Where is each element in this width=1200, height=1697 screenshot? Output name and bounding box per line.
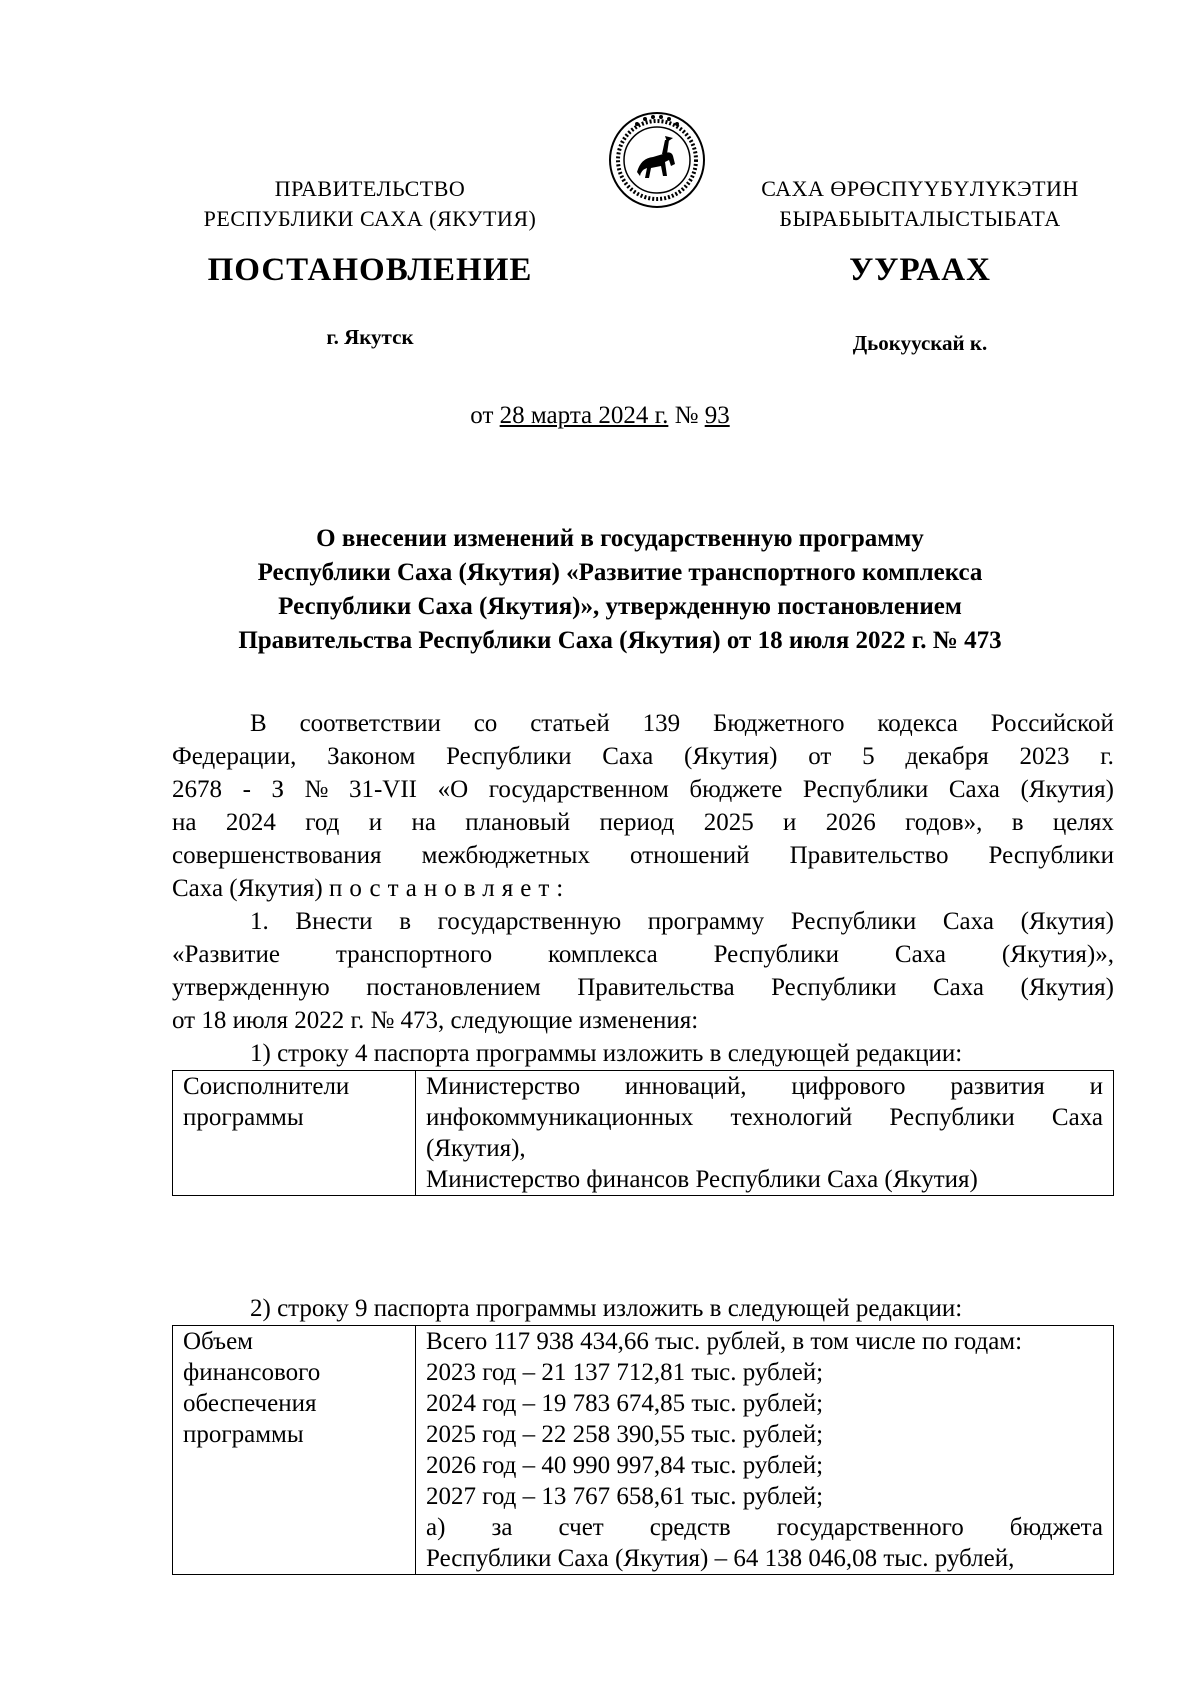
- document-number: 93: [704, 402, 730, 429]
- word: государственном: [488, 776, 669, 803]
- paragraph-line: [172, 707, 1114, 740]
- cell-line-text: 2026 год – 40 990 997,84 тыс. рублей;: [426, 1452, 824, 1479]
- word: декабря: [905, 743, 989, 770]
- word: Республики: [988, 842, 1114, 869]
- word: Саха: [948, 776, 1000, 803]
- word: плановый: [465, 809, 571, 836]
- paragraph-line: [172, 1004, 1114, 1037]
- word: (Якутия): [1020, 974, 1114, 1001]
- word: 31-VII: [348, 776, 417, 803]
- table-row: [173, 1326, 1114, 1575]
- cell-line-text: 2027 год – 13 767 658,61 тыс. рублей;: [426, 1483, 824, 1510]
- word: Республики: [889, 1104, 1015, 1131]
- government-name-sakha: [740, 174, 1100, 234]
- word: (Якутия): [1020, 776, 1114, 803]
- word: отношений: [630, 842, 750, 869]
- cell-line: [426, 1326, 1103, 1357]
- cell-line: программы: [183, 1421, 304, 1448]
- word: Республики: [790, 908, 917, 935]
- date-prefix: от: [470, 402, 494, 429]
- cell-line: программы: [183, 1104, 304, 1131]
- number-label: №: [674, 402, 699, 429]
- paragraph-line: [172, 773, 1114, 806]
- word: соответствии: [299, 710, 441, 737]
- word: №: [304, 776, 329, 803]
- title-line: Республики Саха (Якутия)», утвержденную постановлением: [278, 593, 962, 620]
- passport-row-9-table: [172, 1325, 1114, 1575]
- word: 2023: [1019, 743, 1070, 770]
- word: Правительство: [789, 842, 949, 869]
- word: кодекса: [877, 710, 958, 737]
- word: на: [172, 809, 197, 836]
- city-ru: г. Якутск: [326, 325, 414, 349]
- word: государственную: [437, 908, 622, 935]
- word: 2678: [172, 776, 222, 803]
- document-type-sakha: УУРААХ: [849, 252, 991, 288]
- paragraph-line-text: Саха (Якутия): [172, 875, 323, 902]
- word: в: [1011, 809, 1024, 836]
- word: 2024: [225, 809, 276, 836]
- passport-row-4-table: [172, 1070, 1114, 1196]
- title-line: Республики Саха (Якутия) «Развитие транспортного комплекса: [257, 559, 983, 586]
- word: «Развитие: [172, 941, 280, 968]
- paragraph-line: [172, 938, 1114, 971]
- cell-line: Соисполнители: [183, 1073, 350, 1100]
- word: программу: [647, 908, 765, 935]
- government-name-line: РЕСПУБЛИКИ САХА (ЯКУТИЯ): [203, 206, 537, 231]
- word: 139: [642, 710, 681, 737]
- word: Правительства: [577, 974, 735, 1001]
- document-date-line: [0, 402, 1200, 430]
- word: Федерации,: [172, 743, 297, 770]
- word: период: [599, 809, 675, 836]
- cell-line-text: (Якутия),: [426, 1135, 526, 1162]
- government-name-line: ПРАВИТЕЛЬСТВО: [274, 176, 466, 201]
- title-line: О внесении изменений в государственную программу: [316, 525, 924, 552]
- word: технологий: [730, 1104, 853, 1131]
- word: инфокоммуникационных: [426, 1104, 694, 1131]
- word: целях: [1052, 809, 1114, 836]
- word: Саха: [602, 743, 654, 770]
- paragraph-line: [172, 971, 1114, 1004]
- word: «О: [437, 776, 469, 803]
- cell-line: [426, 1543, 1103, 1574]
- word: Саха: [932, 974, 985, 1001]
- word: (Якутия)»,: [1001, 941, 1114, 968]
- word: Республики: [713, 941, 840, 968]
- cell-line: [426, 1450, 1103, 1481]
- word: со: [473, 710, 498, 737]
- cell-line-text: Всего 117 938 434,66 тыс. рублей, в том числе по годам:: [426, 1328, 1023, 1355]
- word: Российской: [990, 710, 1114, 737]
- word: от: [808, 743, 832, 770]
- cell-line: [426, 1512, 1103, 1543]
- item-2-lead: 2) строку 9 паспорта программы изложить в следующей редакции:: [250, 1295, 963, 1322]
- word: инноваций,: [624, 1073, 747, 1100]
- row-label-cell: [173, 1326, 416, 1575]
- word: в: [399, 908, 412, 935]
- word: Внести: [295, 908, 373, 935]
- cell-line-text: 2024 год – 19 783 674,85 тыс. рублей;: [426, 1390, 824, 1417]
- paragraph-line: [172, 839, 1114, 872]
- cell-line: [426, 1102, 1103, 1133]
- title-line: Правительства Республики Саха (Якутия) от 18 июля 2022 г. № 473: [238, 627, 1002, 654]
- paragraph-line: [172, 806, 1114, 839]
- paragraph-line: [172, 740, 1114, 773]
- word: Саха: [942, 908, 994, 935]
- word: транспортного: [335, 941, 493, 968]
- word: на: [411, 809, 436, 836]
- paragraph-line: [172, 872, 1114, 905]
- document-type-ru: ПОСТАНОВЛЕНИЕ: [207, 252, 533, 288]
- word: а): [426, 1514, 446, 1541]
- word: межбюджетных: [421, 842, 590, 869]
- word: Бюджетного: [713, 710, 845, 737]
- word: совершенствования: [172, 842, 382, 869]
- paragraph-line: [172, 905, 1114, 938]
- word: год: [305, 809, 340, 836]
- word: Республики: [446, 743, 572, 770]
- preamble-paragraph: [172, 707, 1114, 905]
- word: 1.: [250, 908, 269, 935]
- row-value-cell: [416, 1071, 1114, 1196]
- coat-of-arms-emblem: [607, 110, 707, 210]
- word: г.: [1100, 743, 1114, 770]
- word: бюджета: [1009, 1514, 1103, 1541]
- word: развития: [950, 1073, 1045, 1100]
- cell-line: [426, 1388, 1103, 1419]
- word: утвержденную: [172, 974, 330, 1001]
- cell-line: [426, 1164, 1103, 1195]
- table-row: [173, 1071, 1114, 1196]
- word: (Якутия): [684, 743, 778, 770]
- item-1-lead: 1) строку 4 паспорта программы изложить в следующей редакции:: [250, 1040, 963, 1067]
- cell-line: [426, 1481, 1103, 1512]
- word: и: [368, 809, 383, 836]
- word: 2025: [703, 809, 754, 836]
- government-name-line: САХА ӨРӨСПҮҮБҮЛҮКЭТИН: [761, 176, 1079, 201]
- word: и: [783, 809, 797, 836]
- word: Республики: [771, 974, 897, 1001]
- word: Республики: [802, 776, 929, 803]
- word: 5: [862, 743, 875, 770]
- word: (Якутия): [1020, 908, 1114, 935]
- cell-line: [426, 1357, 1103, 1388]
- word: за: [491, 1514, 513, 1541]
- word: -: [242, 776, 251, 803]
- word: 2026: [825, 809, 876, 836]
- cell-line: [426, 1133, 1103, 1164]
- word: З: [271, 776, 284, 803]
- word: счет: [558, 1514, 604, 1541]
- word: комплекса: [548, 941, 658, 968]
- word: Министерство: [426, 1073, 581, 1100]
- word: В: [250, 710, 267, 737]
- cell-line: обеспечения: [183, 1390, 317, 1417]
- word: постановлением: [366, 974, 541, 1001]
- paragraph-line-text: от 18 июля 2022 г. № 473, следующие изменения:: [172, 1007, 699, 1034]
- document-title: [150, 522, 1090, 658]
- cell-line-text: 2023 год – 21 137 712,81 тыс. рублей;: [426, 1359, 824, 1386]
- word: Законом: [327, 743, 416, 770]
- cell-line: [426, 1071, 1103, 1102]
- cell-line-text: Республики Саха (Якутия) – 64 138 046,08 тыс. рублей,: [426, 1545, 1015, 1572]
- document-date: 28 марта 2024 г.: [499, 402, 669, 429]
- cell-line: [426, 1419, 1103, 1450]
- cell-line-text: 2025 год – 22 258 390,55 тыс. рублей;: [426, 1421, 824, 1448]
- row-value-cell: [416, 1326, 1114, 1575]
- row-label-cell: [173, 1071, 416, 1196]
- word: средств: [649, 1514, 731, 1541]
- word: Саха: [894, 941, 946, 968]
- cell-line-text: Министерство финансов Республики Саха (Якутия): [426, 1166, 978, 1193]
- city-sakha: Дьокуускай к.: [852, 331, 988, 355]
- word: статьей: [530, 710, 610, 737]
- word: цифрового: [791, 1073, 906, 1100]
- word: годов»,: [905, 809, 983, 836]
- resolution-word: постановляет:: [328, 875, 571, 902]
- word: государственного: [776, 1514, 964, 1541]
- cell-line: финансового: [183, 1359, 321, 1386]
- amendment-paragraph: [172, 905, 1114, 1037]
- word: бюджете: [689, 776, 783, 803]
- government-name-ru: [160, 174, 580, 234]
- government-name-line: БЫРАБЫЫТАЛЫСТЫБАТА: [779, 206, 1061, 231]
- word: и: [1089, 1073, 1103, 1100]
- word: Саха: [1051, 1104, 1103, 1131]
- cell-line: Объем: [183, 1328, 253, 1355]
